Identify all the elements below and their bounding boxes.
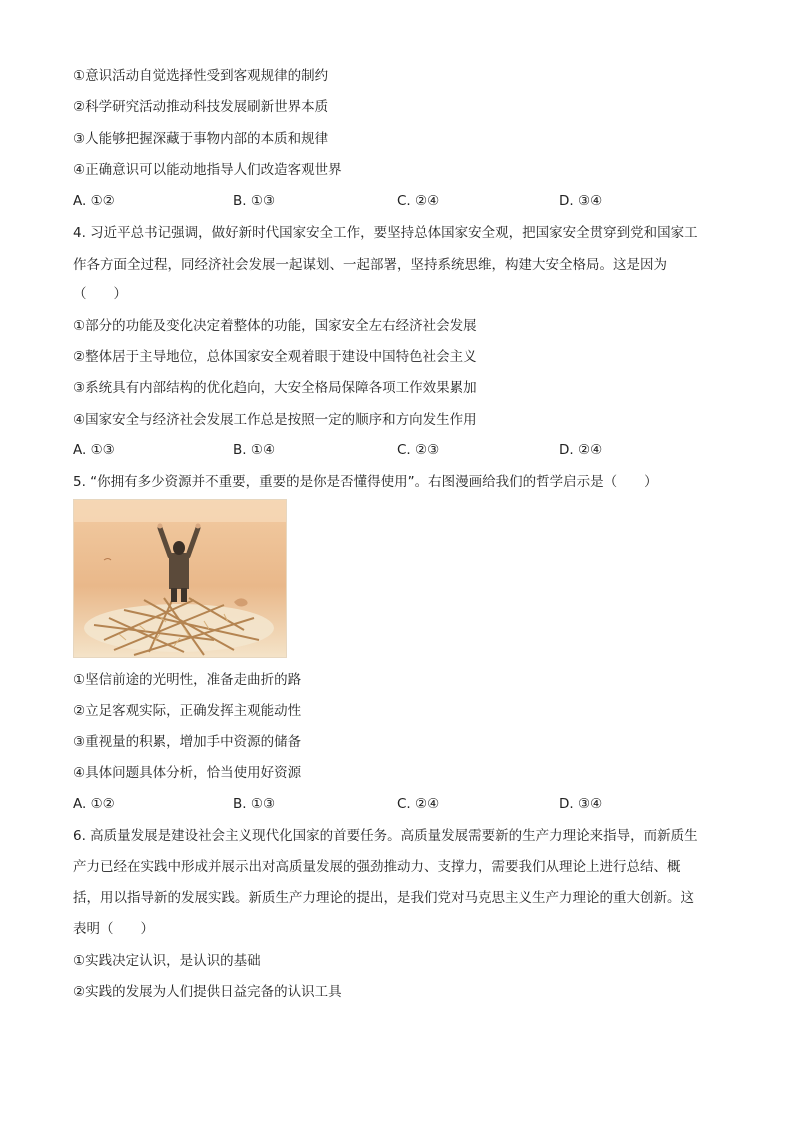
q3-item-2: ②科学研究活动推动科技发展刷新世界本质	[73, 99, 329, 115]
q6-item-1: ①实践决定认识，是认识的基础	[73, 953, 261, 969]
q5-item-1: ①坚信前途的光明性，准备走曲折的路	[73, 672, 302, 688]
q4-stem-line-2: 作各方面全过程，同经济社会发展一起谋划、一起部署，坚持系统思维，构建大安全格局。这是因为	[73, 257, 667, 273]
q4-stem-line-1: 4. 习近平总书记强调，做好新时代国家安全工作，要坚持总体国家安全观，把国家安全贯穿到党和国家工	[73, 225, 698, 241]
q5-options	[73, 794, 693, 814]
q6-item-2: ②实践的发展为人们提供日益完备的认识工具	[73, 984, 342, 1000]
q5-option-a[interactable]: A. ①②	[73, 796, 115, 812]
q4-item-2: ②整体居于主导地位，总体国家安全观着眼于建设中国特色社会主义	[73, 349, 477, 365]
q6-stem-line-2: 产力已经在实践中形成并展示出对高质量发展的强劲推动力、支撑力，需要我们从理论上进行总结、概	[73, 859, 681, 875]
q3-item-1: ①意识活动自觉选择性受到客观规律的制约	[73, 68, 329, 84]
q4-item-3: ③系统具有内部结构的优化趋向，大安全格局保障各项工作效果累加	[73, 380, 477, 396]
q5-item-4: ④具体问题具体分析，恰当使用好资源	[73, 765, 302, 781]
q5-cartoon-image	[73, 499, 287, 658]
q3-options	[73, 191, 693, 211]
q3-option-d[interactable]: D. ③④	[559, 193, 603, 209]
q4-option-d[interactable]: D. ②④	[559, 442, 603, 458]
q3-option-a[interactable]: A. ①②	[73, 193, 115, 209]
q4-item-4: ④国家安全与经济社会发展工作总是按照一定的顺序和方向发生作用	[73, 412, 477, 428]
q5-item-3: ③重视量的积累，增加手中资源的储备	[73, 734, 302, 750]
q5-item-2: ②立足客观实际，正确发挥主观能动性	[73, 703, 302, 719]
q4-option-b[interactable]: B. ①④	[233, 442, 276, 458]
q5-stem: 5. “你拥有多少资源并不重要，重要的是你是否懂得使用”。右图漫画给我们的哲学启示是（ ）	[73, 474, 658, 490]
q4-options	[73, 440, 693, 460]
q4-item-1: ①部分的功能及变化决定着整体的功能，国家安全左右经济社会发展	[73, 318, 477, 334]
cartoon-man-on-ladders	[74, 500, 286, 657]
q4-option-a[interactable]: A. ①③	[73, 442, 115, 458]
q5-option-c[interactable]: C. ②④	[397, 796, 440, 812]
q5-option-d[interactable]: D. ③④	[559, 796, 603, 812]
q3-option-b[interactable]: B. ①③	[233, 193, 276, 209]
q6-stem-line-3: 括，用以指导新的发展实践。新质生产力理论的提出，是我们党对马克思主义生产力理论的重大创新。这	[73, 890, 694, 906]
q3-item-3: ③人能够把握深藏于事物内部的本质和规律	[73, 131, 329, 147]
q4-option-c[interactable]: C. ②③	[397, 442, 440, 458]
q6-stem-line-4: 表明（ ）	[73, 921, 154, 937]
q5-option-b[interactable]: B. ①③	[233, 796, 276, 812]
q6-stem-line-1: 6. 高质量发展是建设社会主义现代化国家的首要任务。高质量发展需要新的生产力理论来指导，而新质生	[73, 828, 698, 844]
q3-option-c[interactable]: C. ②④	[397, 193, 440, 209]
q4-stem-line-3: （ ）	[73, 286, 127, 302]
q3-item-4: ④正确意识可以能动地指导人们改造客观世界	[73, 162, 342, 178]
